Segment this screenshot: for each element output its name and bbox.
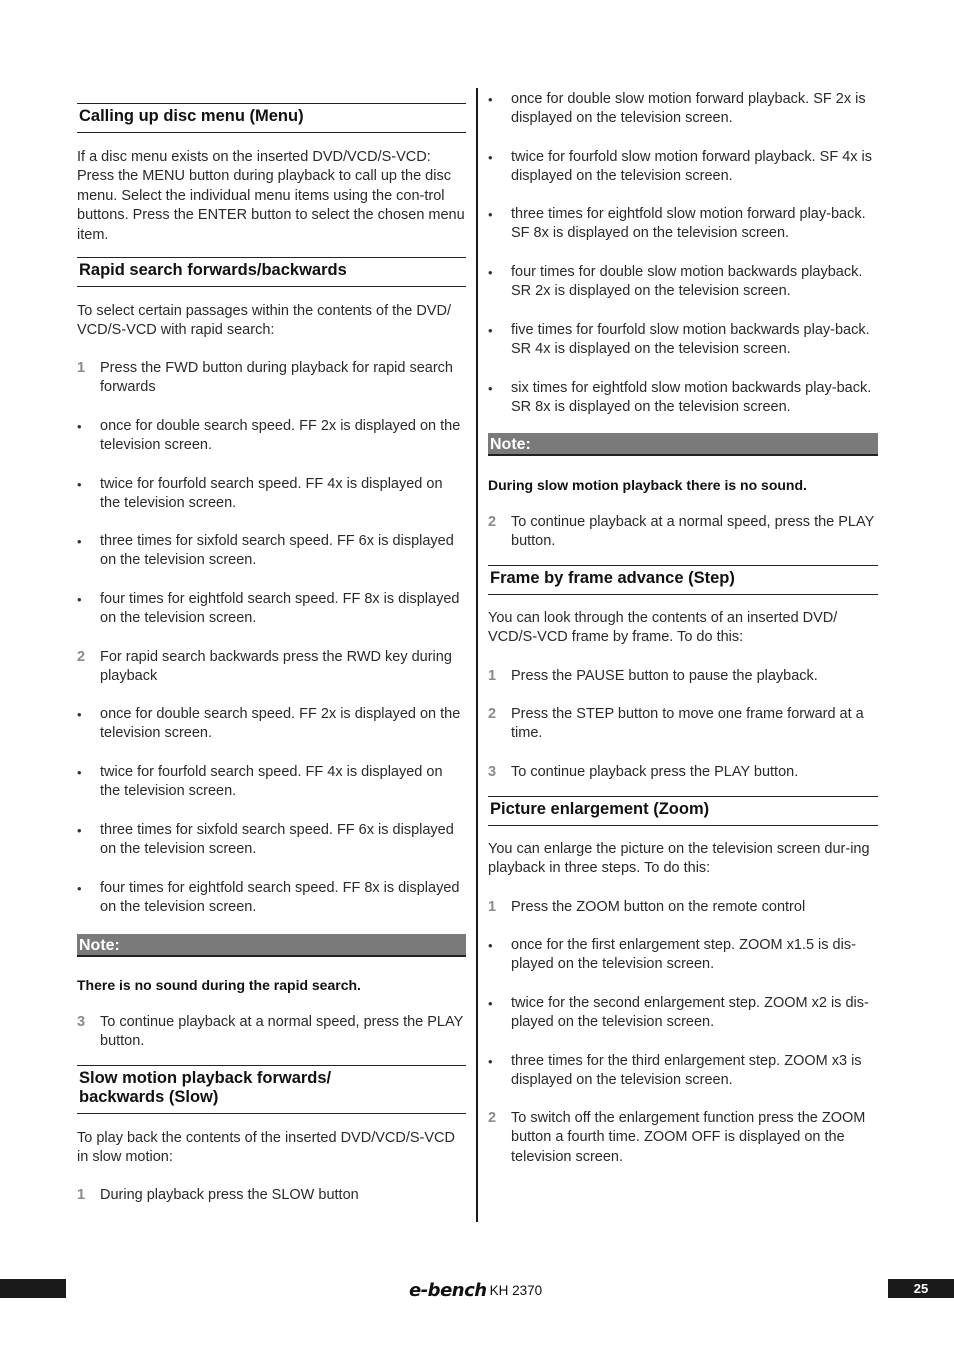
list-item xyxy=(488,1052,878,1091)
slow-heading-line-2: backwards (Slow) xyxy=(79,1088,219,1106)
bullet-icon: • xyxy=(488,1054,493,1069)
list-item xyxy=(77,821,466,860)
model-number: KH 2370 xyxy=(489,1283,543,1298)
footer-brand xyxy=(409,1281,542,1301)
bullet-text: once for double search speed. FF 2x is displayed on the television screen. xyxy=(100,706,461,742)
bullet-icon: • xyxy=(77,592,82,607)
bullet-text: twice for fourfold search speed. FF 4x is displayed on the television screen. xyxy=(100,476,443,512)
rapid-step-3 xyxy=(77,1013,466,1052)
step-number: 2 xyxy=(77,649,86,665)
list-item xyxy=(488,90,878,129)
bullet-icon: • xyxy=(488,323,493,338)
bullet-icon: • xyxy=(77,881,82,896)
menu-paragraph: If a disc menu exists on the inserted DVD/VCD/S-VCD: Press the MENU button during playback to call up the disc menu. Select the individual menu items using the con-trol buttons. Press the ENTER button to select the chosen menu item. xyxy=(77,149,465,243)
note-bar: Note: xyxy=(488,433,878,456)
step-text: To continue playback at a normal speed, press the PLAY button. xyxy=(100,1014,463,1050)
zoom-step-1 xyxy=(488,898,878,917)
bullet-icon: • xyxy=(488,207,493,222)
frame-step-1 xyxy=(488,667,878,686)
step-heading: Frame by frame advance (Step) xyxy=(488,565,878,595)
slow-step-2 xyxy=(488,513,878,552)
list-item xyxy=(488,994,878,1033)
list-item xyxy=(488,379,878,418)
step-number: 1 xyxy=(488,668,497,684)
zoom-heading: Picture enlargement (Zoom) xyxy=(488,796,878,826)
list-item xyxy=(77,590,466,629)
bullet-icon: • xyxy=(488,265,493,280)
footer-left-bar xyxy=(0,1279,66,1298)
bullet-icon: • xyxy=(488,381,493,396)
step-number: 2 xyxy=(488,514,497,530)
zoom-intro: You can enlarge the picture on the television screen dur-ing playback in three steps. To do this: xyxy=(488,841,870,877)
list-item xyxy=(488,263,878,302)
step-number: 1 xyxy=(77,360,86,376)
bullet-icon: • xyxy=(77,707,82,722)
step-text: During playback press the SLOW button xyxy=(100,1187,359,1203)
bullet-icon: • xyxy=(77,419,82,434)
list-item xyxy=(488,148,878,187)
bullet-text: four times for eightfold search speed. FF 8x is displayed on the television screen. xyxy=(100,591,460,627)
brand-logo: e-bench xyxy=(409,1280,487,1301)
step-intro: You can look through the contents of an inserted DVD/ VCD/S-VCD frame by frame. To do this: xyxy=(488,610,838,646)
step-text: Press the STEP button to move one frame forward at a time. xyxy=(511,706,864,742)
bullet-text: six times for eightfold slow motion backwards play-back. SR 8x is displayed on the television screen. xyxy=(511,380,872,416)
list-item xyxy=(77,417,466,456)
menu-heading: Calling up disc menu (Menu) xyxy=(77,103,466,133)
slow-heading-line-1: Slow motion playback forwards/ xyxy=(79,1069,332,1087)
note-text: During slow motion playback there is no sound. xyxy=(488,477,807,493)
list-item xyxy=(77,532,466,571)
bullet-text: three times for the third enlargement step. ZOOM x3 is displayed on the television screen. xyxy=(511,1053,862,1089)
rapid-heading: Rapid search forwards/backwards xyxy=(77,257,466,287)
step-text: Press the FWD button during playback for rapid search forwards xyxy=(100,360,453,396)
slow-intro: To play back the contents of the inserted DVD/VCD/S-VCD in slow motion: xyxy=(77,1130,455,1166)
bullet-text: four times for eightfold search speed. FF 8x is displayed on the television screen. xyxy=(100,880,460,916)
zoom-step-2 xyxy=(488,1109,878,1167)
slow-heading xyxy=(77,1065,466,1114)
rapid-intro: To select certain passages within the contents of the DVD/ VCD/S-VCD with rapid search: xyxy=(77,303,451,339)
bullet-icon: • xyxy=(77,477,82,492)
bullet-icon: • xyxy=(77,534,82,549)
bullet-text: five times for fourfold slow motion backwards play-back. SR 4x is displayed on the television screen. xyxy=(511,322,870,358)
bullet-text: three times for eightfold slow motion forward play-back. SF 8x is displayed on the television screen. xyxy=(511,206,866,242)
step-number: 1 xyxy=(488,899,497,915)
bullet-text: three times for sixfold search speed. FF 6x is displayed on the television screen. xyxy=(100,822,454,858)
step-text: For rapid search backwards press the RWD key during playback xyxy=(100,649,452,685)
list-item xyxy=(77,705,466,744)
bullet-text: twice for the second enlargement step. ZOOM x2 is dis-played on the television screen. xyxy=(511,995,869,1031)
rapid-step-1 xyxy=(77,359,466,398)
rapid-step-2 xyxy=(77,648,466,687)
step-number: 2 xyxy=(488,706,497,722)
step-number: 3 xyxy=(488,764,497,780)
frame-step-3 xyxy=(488,763,878,782)
list-item xyxy=(77,475,466,514)
bullet-text: twice for fourfold search speed. FF 4x is displayed on the television screen. xyxy=(100,764,443,800)
list-item xyxy=(488,205,878,244)
step-text: To continue playback at a normal speed, press the PLAY button. xyxy=(511,514,874,550)
list-item xyxy=(77,879,466,918)
bullet-text: once for double search speed. FF 2x is displayed on the television screen. xyxy=(100,418,461,454)
step-text: To switch off the enlargement function press the ZOOM button a fourth time. ZOOM OFF is displayed on the television screen. xyxy=(511,1110,866,1165)
list-item xyxy=(77,763,466,802)
list-item xyxy=(488,936,878,975)
step-number: 2 xyxy=(488,1110,497,1126)
bullet-text: once for double slow motion forward playback. SF 2x is displayed on the television screen. xyxy=(511,91,866,127)
bullet-icon: • xyxy=(488,92,493,107)
step-text: Press the ZOOM button on the remote control xyxy=(511,899,806,915)
bullet-icon: • xyxy=(488,150,493,165)
note-text: There is no sound during the rapid search. xyxy=(77,977,361,993)
step-text: To continue playback press the PLAY button. xyxy=(511,764,799,780)
step-number: 3 xyxy=(77,1014,86,1030)
bullet-text: once for the first enlargement step. ZOOM x1.5 is dis-played on the television screen. xyxy=(511,937,856,973)
bullet-icon: • xyxy=(77,765,82,780)
bullet-text: twice for fourfold slow motion forward playback. SF 4x is displayed on the television screen. xyxy=(511,149,873,185)
page-number: 25 xyxy=(888,1279,954,1298)
bullet-icon: • xyxy=(488,996,493,1011)
bullet-icon: • xyxy=(488,938,493,953)
list-item xyxy=(488,321,878,360)
column-divider xyxy=(476,88,478,1222)
bullet-icon: • xyxy=(77,823,82,838)
step-text: Press the PAUSE button to pause the playback. xyxy=(511,668,818,684)
bullet-text: three times for sixfold search speed. FF 6x is displayed on the television screen. xyxy=(100,533,454,569)
slow-step-1 xyxy=(77,1186,466,1205)
step-number: 1 xyxy=(77,1187,86,1203)
note-bar: Note: xyxy=(77,934,466,957)
bullet-text: four times for double slow motion backwards playback. SR 2x is displayed on the television screen. xyxy=(511,264,863,300)
frame-step-2 xyxy=(488,705,878,744)
